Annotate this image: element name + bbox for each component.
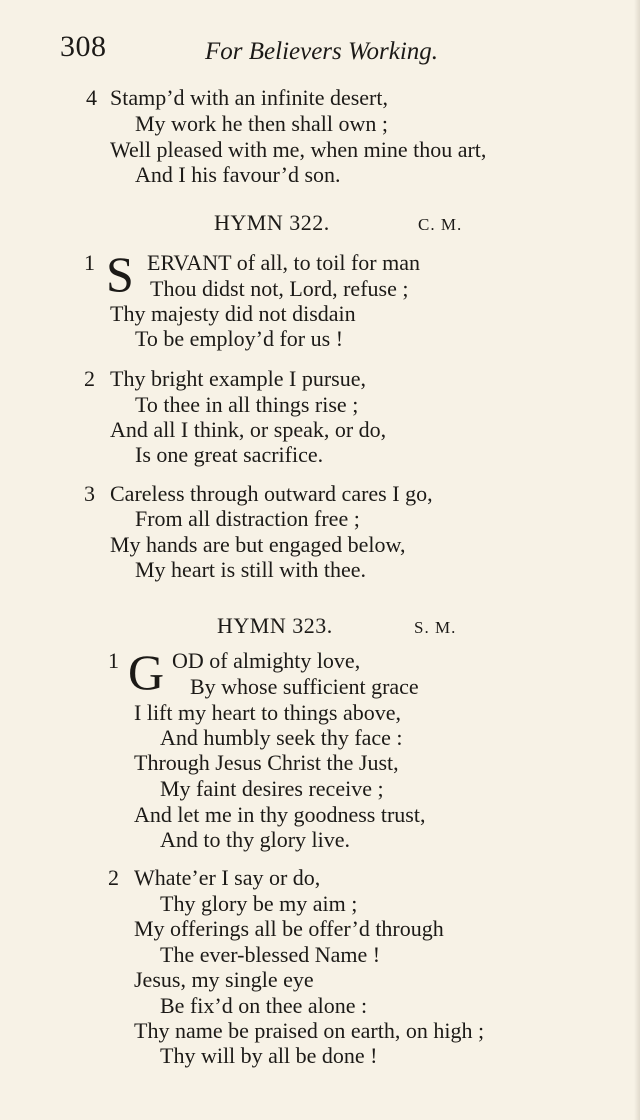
page-number: 308 xyxy=(60,30,107,63)
verse-line: My faint desires receive ; xyxy=(160,776,384,801)
verse-line: Careless through outward cares I go, xyxy=(110,481,433,506)
page-edge-shadow xyxy=(634,0,640,1120)
verse-line: And to thy glory live. xyxy=(160,827,351,852)
running-title: For Believers Working. xyxy=(205,38,439,65)
verse-line: To be employ’d for us ! xyxy=(135,326,344,351)
stanza-number: 3 xyxy=(84,481,95,506)
verse-line: My heart is still with thee. xyxy=(135,557,366,582)
verse-line: I lift my heart to things above, xyxy=(134,700,401,725)
stanza-number: 2 xyxy=(108,865,119,890)
stanza-number: 1 xyxy=(84,250,95,275)
verse-line: And I his favour’d son. xyxy=(135,162,341,187)
hymn-title: HYMN 322. xyxy=(214,210,330,235)
verse-line: And let me in thy goodness trust, xyxy=(134,802,426,827)
verse-line: The ever-blessed Name ! xyxy=(160,942,381,967)
verse-line: My work he then shall own ; xyxy=(135,111,388,136)
stanza-number: 4 xyxy=(86,85,97,110)
verse-line: Thy majesty did not disdain xyxy=(110,301,356,326)
verse-line: Through Jesus Christ the Just, xyxy=(134,750,399,775)
verse-line: Thy glory be my aim ; xyxy=(160,891,358,916)
verse-line: Whate’er I say or do, xyxy=(134,865,321,890)
verse-line: Stamp’d with an infinite desert, xyxy=(110,85,388,110)
drop-cap: G xyxy=(128,644,165,700)
verse-line: My offerings all be offer’d through xyxy=(134,916,444,941)
verse-line: And humbly seek thy face : xyxy=(160,725,403,750)
verse-line: And all I think, or speak, or do, xyxy=(110,417,387,442)
verse-line: Thou didst not, Lord, refuse ; xyxy=(150,276,409,301)
verse-line: Thy name be praised on earth, on high ; xyxy=(134,1018,485,1043)
verse-line: By whose sufficient grace xyxy=(190,674,419,699)
hymn-title: HYMN 323. xyxy=(217,613,333,638)
verse-line: My hands are but engaged below, xyxy=(110,532,406,557)
stanza-number: 2 xyxy=(84,366,95,391)
drop-cap: S xyxy=(106,246,134,302)
hymn-meter: S. M. xyxy=(414,618,457,637)
verse-line: ERVANT of all, to toil for man xyxy=(147,250,421,275)
verse-line: From all distraction free ; xyxy=(135,506,360,531)
stanza-number: 1 xyxy=(108,648,119,673)
hymn-meter: C. M. xyxy=(418,215,463,234)
verse-line: Be fix’d on thee alone : xyxy=(160,993,368,1018)
verse-line: Well pleased with me, when mine thou art, xyxy=(110,137,487,162)
verse-line: To thee in all things rise ; xyxy=(135,392,359,417)
verse-line: OD of almighty love, xyxy=(172,648,361,673)
verse-line: Thy will by all be done ! xyxy=(160,1043,378,1068)
verse-line: Jesus, my single eye xyxy=(134,967,314,992)
verse-line: Thy bright example I pursue, xyxy=(110,366,366,391)
verse-line: Is one great sacrifice. xyxy=(135,442,324,467)
